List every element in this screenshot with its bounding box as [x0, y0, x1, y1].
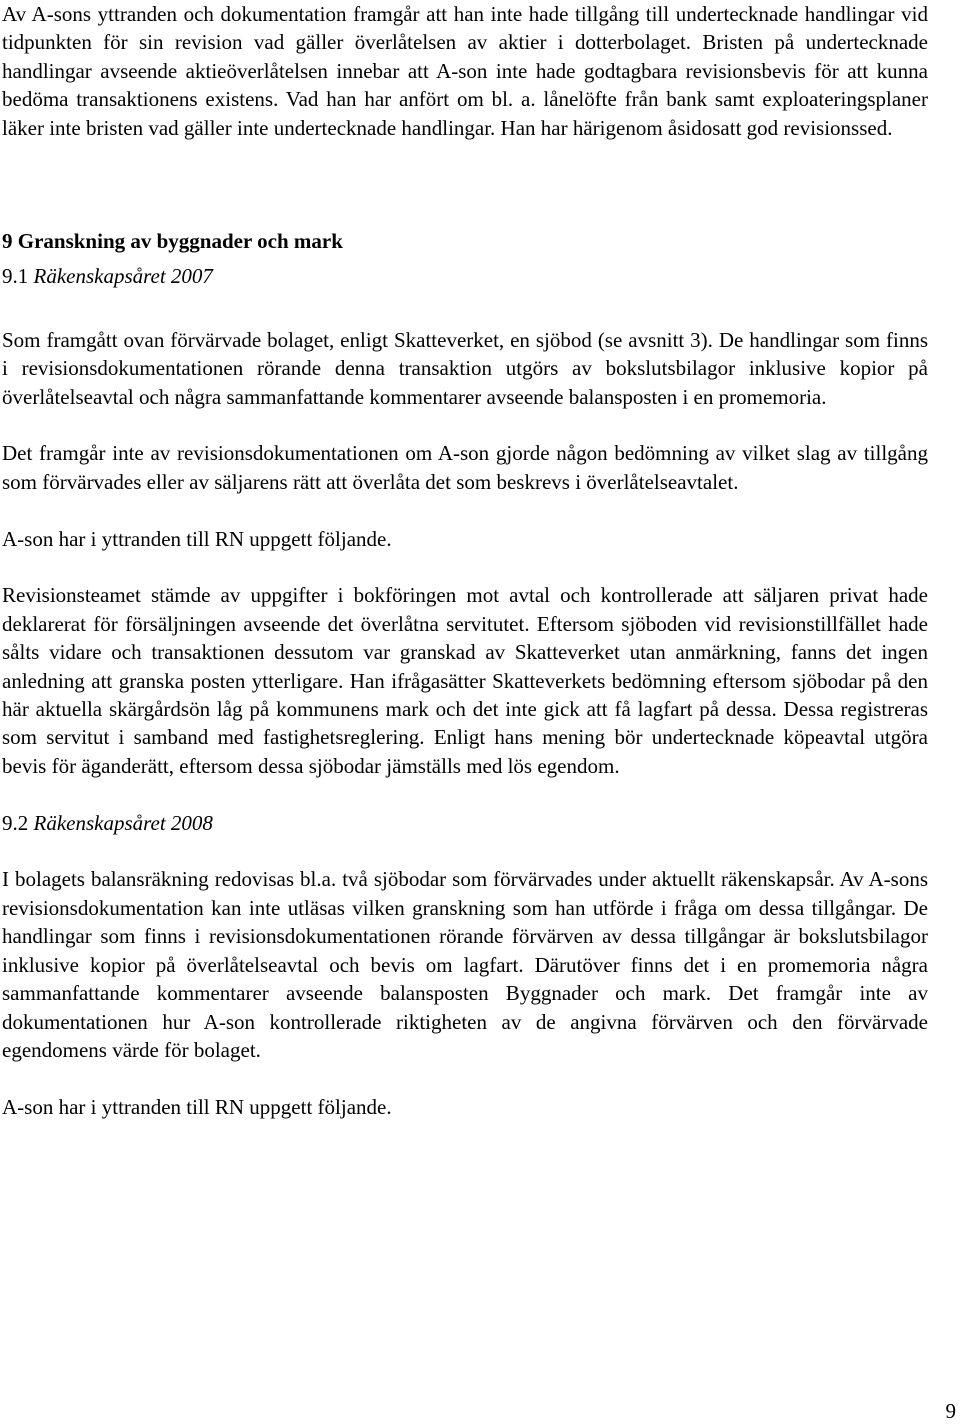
paragraph-2007-acquisition: Som framgått ovan förvärvade bolaget, enligt Skatteverket, en sjöbod (se avsnitt 3). De handlingar som finns i revisionsdokumentationen rörande denna transaktion utgörs av bokslutsbilagor inklusive kopior på överlåtelseavtal och några sammanfattande kommentarer avseende balansposten i en promemoria.: [2, 327, 928, 409]
document-page: [2, 0, 928, 1121]
paragraph-2008-balance: I bolagets balansräkning redovisas bl.a. två sjöbodar som förvärvades under aktuellt räkenskapsår. Av A-sons revisionsdokumentation kan inte utläsas vilken granskning som han utförde i fråga om dessa tillgångar. De handlingar som finns i revisionsdokumentationen rörande förvärven av dessa tillgångar är bokslutsbilagor inklusive kopior på överlåtelseavtal och bevis om lagfart. Därutöver finns det i en promemoria några sammanfattande kommentarer avseende balansposten Byggnader och mark. Det framgår inte av dokumentationen hur A-son kontrollerade riktigheten av de angivna förvärven och den förvärvade egendomens värde för bolaget.: [2, 867, 928, 1062]
paragraph-2007-statement-intro: A-son har i yttranden till RN uppgett följande.: [2, 526, 392, 551]
subsection-heading-2007: [2, 262, 928, 290]
paragraph-2008-statement-intro: A-son har i yttranden till RN uppgett följande.: [2, 1094, 392, 1119]
section-heading: 9 Granskning av byggnader och mark: [2, 229, 343, 254]
page-number: 9: [945, 1399, 956, 1423]
subsection-number: 9.2: [2, 810, 29, 835]
paragraph-intro: Av A-sons yttranden och dokumentation framgår att han inte hade tillgång till undertecknade handlingar vid tidpunkten för sin revision vad gäller överlåtelsen av aktier i dotterbolaget. Bristen på undertecknade handlingar avseende aktieöverlåtelsen innebar att A-son inte hade godtagbara revisionsbevis för att kunna bedöma transaktionens existens. Vad han har anfört om bl. a. lånelöfte från bank samt exploateringsplaner läker inte bristen vad gäller inte undertecknade handlingar. Han har härigenom åsidosatt god revisionssed.: [2, 2, 928, 140]
subsection-title: Räkenskapsåret 2007: [33, 264, 213, 289]
subsection-title: Räkenskapsåret 2008: [33, 810, 213, 835]
subsection-heading-2008: [2, 809, 928, 837]
subsection-number: 9.1: [2, 264, 29, 289]
paragraph-2007-assessment: Det framgår inte av revisionsdokumentationen om A-son gjorde någon bedömning av vilket slag av tillgång som förvärvades eller av säljarens rätt att överlåta det som beskrevs i överlåtelseavtalet.: [2, 441, 928, 494]
paragraph-2007-statement: Revisionsteamet stämde av uppgifter i bokföringen mot avtal och kontrollerade att säljaren privat hade deklarerat för försäljningen avseende det överlåtna servitutet. Eftersom sjöboden vid revisionstillfället hade sålts vidare och transaktionen dessutom var granskad av Skatteverket utan anmärkning, fanns det ingen anledning att granska posten ytterligare. Han ifrågasätter Skatteverkets bedömning eftersom sjöbodar på den här aktuella skärgårdsön låg på kommunens mark och det inte gick att få lagfart på dessa. Dessa registreras som servitut i samband med fastighetsreglering. Enligt hans mening bör undertecknade köpeavtal utgöra bevis för äganderätt, eftersom dessa sjöbodar jämställs med lös egendom.: [2, 583, 928, 778]
